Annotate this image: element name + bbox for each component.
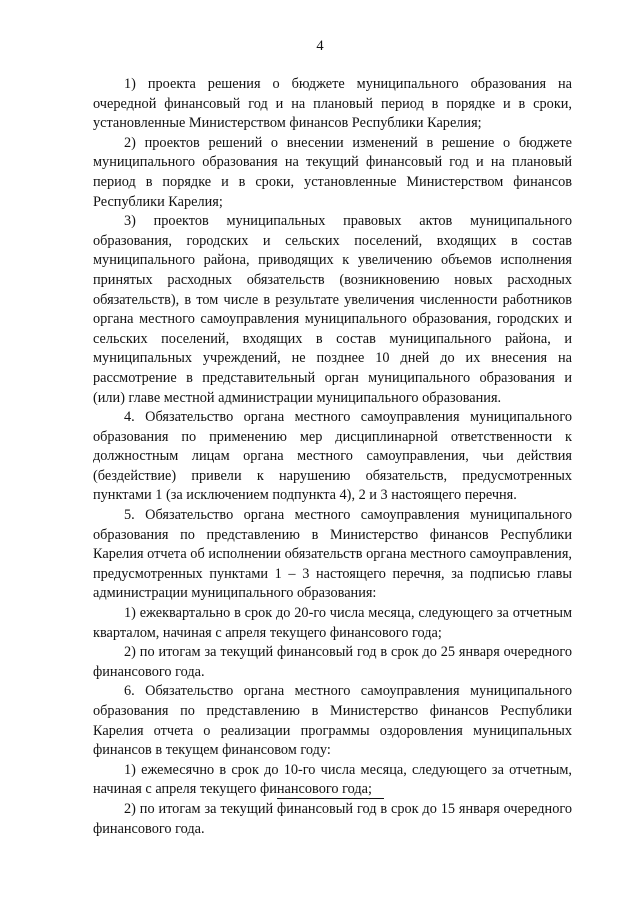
paragraph-item-2-budget-amendments: 2) проектов решений о внесении изменений в решение о бюджете муниципального образования на текущий финансовый год и на плановый период в порядке и в сроки, установленные Министерством финансов Республики Карелия; [93, 134, 572, 210]
paragraph-section-6-program-report: 6. Обязательство органа местного самоуправления муниципального образования по представлению в Министерство финансов Республики Карелия отчета о реализации программы оздоровления муниципальных финансов в текущем финансовом году: [93, 683, 572, 759]
paragraph-item-3-municipal-acts: 3) проектов муниципальных правовых актов муниципального образования, городских и сельских поселений, входящих в состав муниципального района, приводящих к увеличению объемов исполнения принятых расходных обязательств (возникновению новых расходных обязательств), в том числе в результате увеличения численности работников органа местного самоуправления муниципального образования, городских и сельских поселений, входящих в состав муниципального района, и муниципальных учреждений, не позднее 10 дней до их внесения на рассмотрение в представительный орган муниципального образования и (или) главе местной администрации муниципального образования. [93, 213, 572, 406]
paragraph-section-6-item-1-monthly: 1) ежемесячно в срок до 10-го числа месяца, следующего за отчетным, начиная с апреля текущего финансового года; [93, 761, 572, 798]
paragraph-section-5-item-2-annual: 2) по итогам за текущий финансовый год в срок до 25 января очередного финансового года. [93, 644, 572, 680]
page-number: 4 [316, 38, 324, 54]
paragraph-section-5-report: 5. Обязательство органа местного самоуправления муниципального образования по представлению в Министерство финансов Республики Карелия отчета об исполнении обязательств органа местного самоуправления, предусмотренных пунктами 1 – 3 настоящего перечня, за подписью главы администрации муниципального образования: [93, 507, 572, 602]
paragraph-item-1-budget-draft: 1) проекта решения о бюджете муниципального образования на очередной финансовый год и на плановый период в порядке и в сроки, установленные Министерством финансов Республики Карелия; [93, 76, 572, 132]
paragraph-section-5-item-1-quarterly: 1) ежеквартально в срок до 20-го числа месяца, следующего за отчетным кварталом, начиная с апреля текущего финансового года; [93, 605, 572, 641]
paragraph-section-4-disciplinary: 4. Обязательство органа местного самоуправления муниципального образования по применению мер дисциплинарной ответственности к должностным лицам органа местного самоуправления, чьи действия (бездействие) привели к нарушению обязательств, предусмотренных пунктами 1 (за исключением подпункта 4), 2 и 3 настоящего перечня. [93, 409, 572, 504]
paragraph-section-6-item-2-annual: 2) по итогам за текущий финансовый год в срок до 15 января очередного финансового года. [93, 800, 572, 837]
end-divider [277, 798, 384, 799]
document-body [93, 75, 572, 839]
